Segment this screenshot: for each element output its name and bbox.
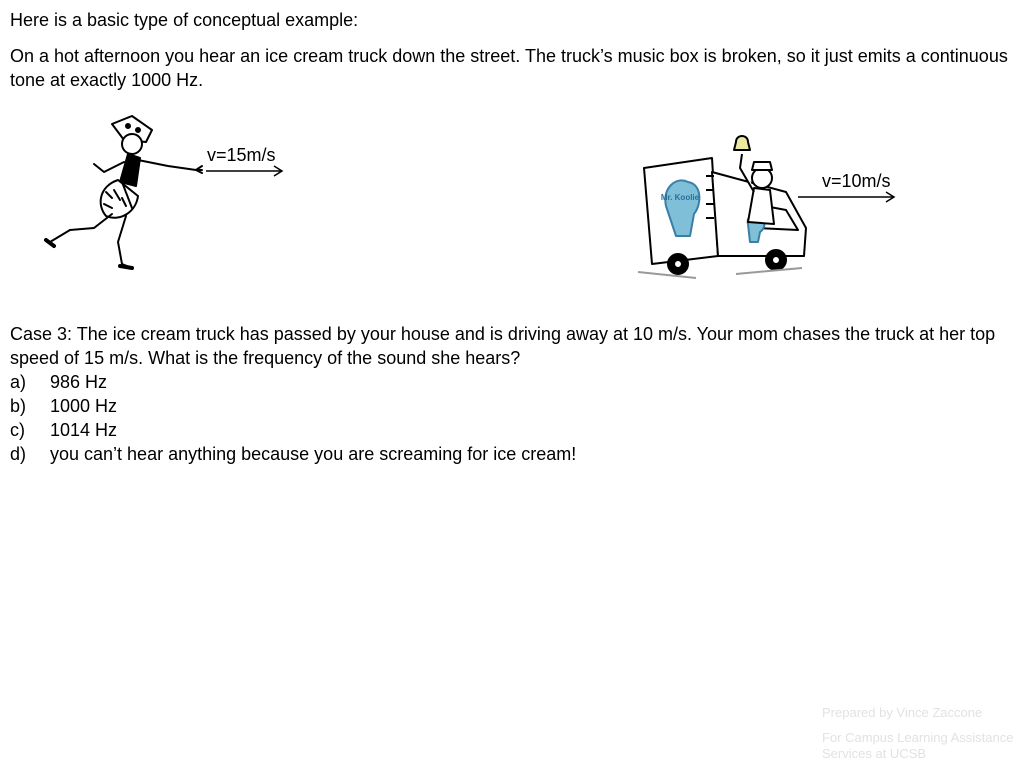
option-label: c) [10, 420, 25, 440]
option-label: d) [10, 444, 27, 464]
option-text: 986 Hz [50, 372, 108, 392]
running-mom-illustration [40, 112, 205, 274]
option-label: b) [10, 396, 27, 416]
option-text: 1000 Hz [50, 396, 118, 416]
question-text: Case 3: The ice cream truck has passed by your house and is driving away at 10 m/s. Your mom chases the truck at her top speed of 15 m/s. What is the frequency of the sound she hears? [10, 324, 996, 368]
mom-velocity-label: v=15m/s [207, 145, 276, 165]
answer-option-a [10, 370, 107, 394]
option-text: you can’t hear anything because you are screaming for ice cream! [50, 444, 577, 464]
mom-velocity-arrow [204, 164, 286, 178]
truck-velocity-label: v=10m/s [822, 171, 891, 191]
credit-organization: For Campus Learning Assistance Services at UCSB [822, 730, 1014, 761]
answer-option-c [10, 418, 117, 442]
truck-velocity-arrow [796, 190, 898, 204]
setup-text: On a hot afternoon you hear an ice cream truck down the street. The truck’s music box is broken, so it just emits a continuous tone at exactly 1000 Hz. [10, 46, 1008, 90]
truck-logo-text: Mr. Koolie [660, 193, 700, 202]
answer-option-b [10, 394, 117, 418]
credit-author: Prepared by Vince Zaccone [822, 705, 983, 720]
option-text: 1014 Hz [50, 420, 118, 440]
ice-cream-truck-illustration [636, 132, 812, 282]
option-label: a) [10, 372, 27, 392]
answer-option-d [10, 442, 576, 466]
intro-text: Here is a basic type of conceptual example: [10, 10, 359, 30]
